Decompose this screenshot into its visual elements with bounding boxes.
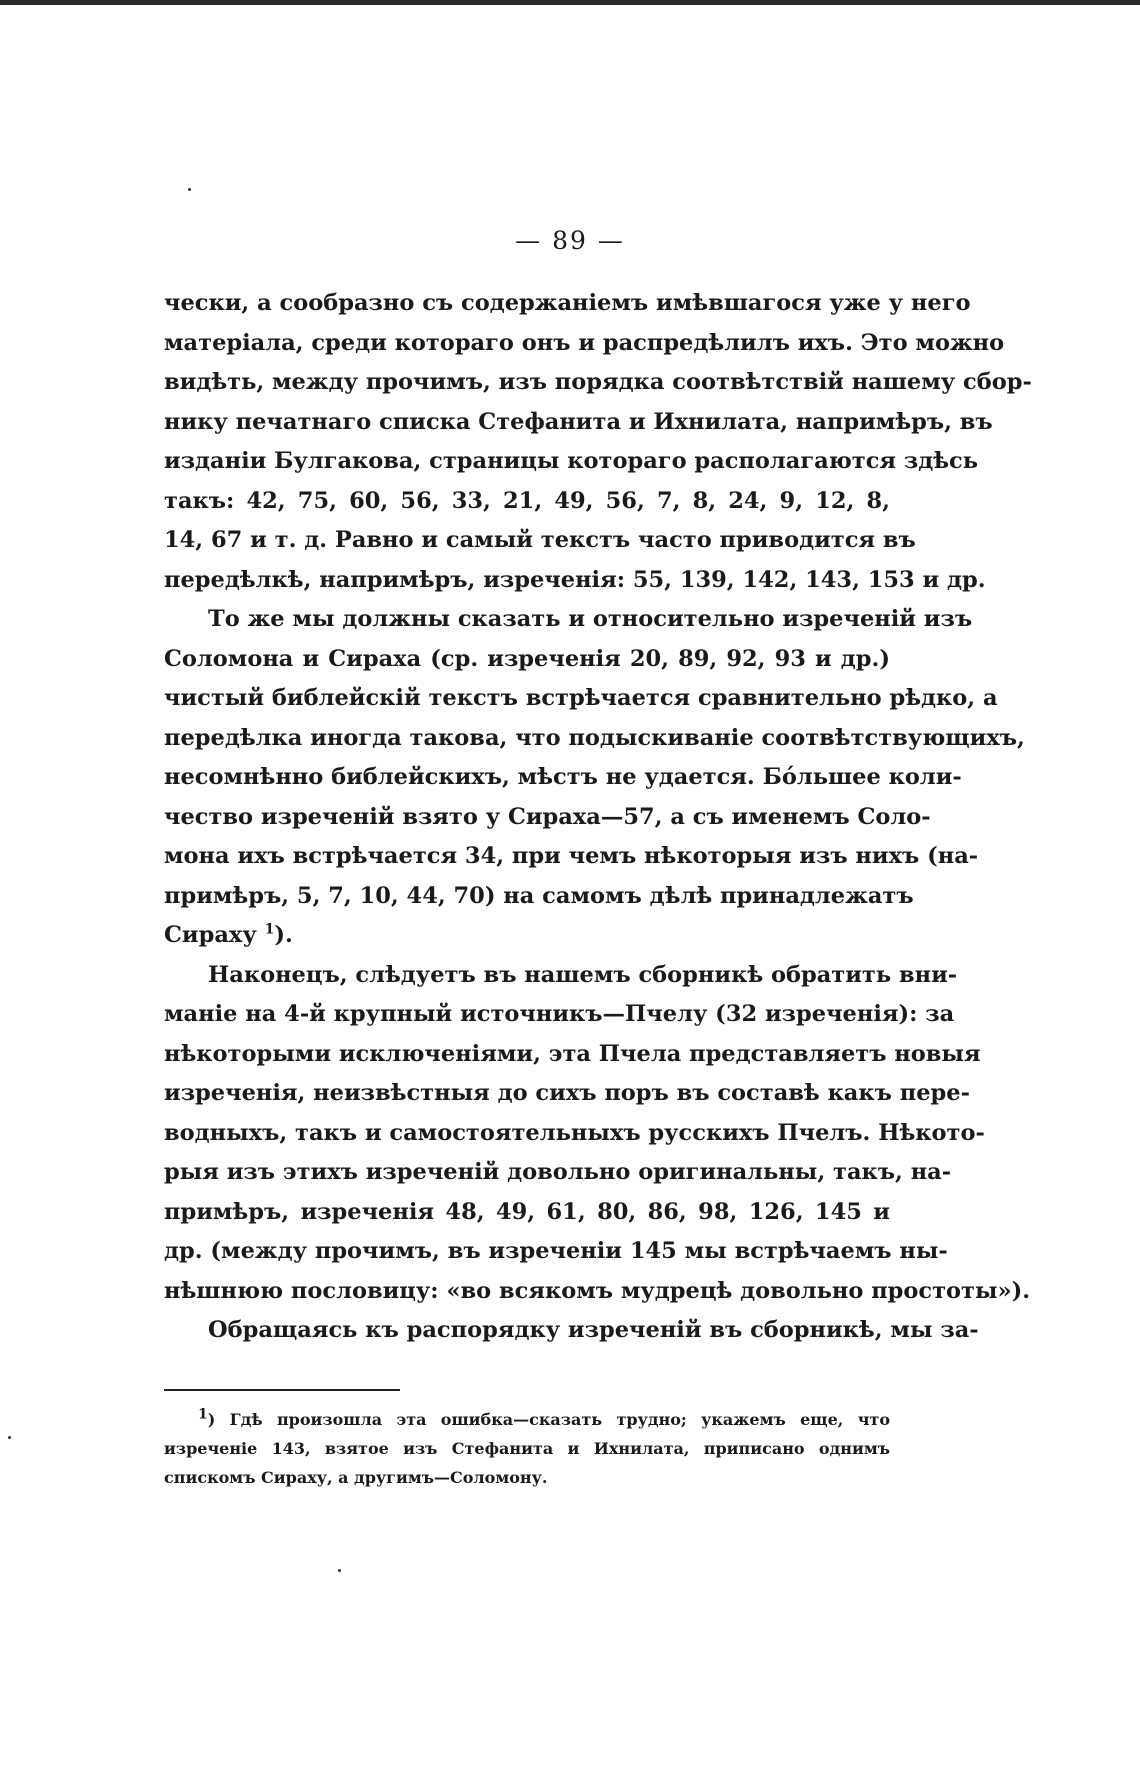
text-line: матеріала, среди котораго онъ и распредѣлилъ ихъ. Это можно — [164, 329, 1005, 356]
footnote-line: спискомъ Сираху, а другимъ—Соломону. — [164, 1468, 548, 1487]
text-line: изреченія, неизвѣстныя до сихъ поръ въ составѣ какъ пере- — [164, 1080, 970, 1106]
text-line: несомнѣнно библейскихъ, мѣстъ не удается. Бо́льшее коли- — [164, 764, 962, 790]
paragraph — [164, 1311, 979, 1351]
text-line: маніе на 4-й крупный источникъ—Пчелу (32 изреченія): за — [164, 1001, 955, 1027]
text-line: такъ: 42, 75, 60, 56, 33, 21, 49, 56, 7, 8, 24, 9, 12, 8, — [164, 487, 890, 514]
text-line: чески, а сообразно съ содержаніемъ имѣвшагося уже у него — [164, 290, 971, 316]
text-line: 14, 67 и т. д. Равно и самый текстъ часто приводится въ — [164, 527, 916, 553]
text-line: мона ихъ встрѣчается 34, при чемъ нѣкоторыя изъ нихъ (на- — [164, 843, 979, 869]
text-line: передѣлкѣ, напримѣръ, изреченія: 55, 139, 142, 143, 153 и др. — [164, 566, 986, 593]
page-number: — 89 — — [515, 226, 625, 255]
text-line: рыя изъ этихъ изреченій довольно оригинальны, такъ, на- — [164, 1159, 952, 1185]
footnote-reference[interactable]: 1 — [264, 921, 275, 938]
page-top-edge — [0, 0, 1140, 5]
text-fragment: Сираху — [164, 922, 265, 948]
text-line: чество изреченій взято у Сираха—57, а съ именемъ Соло- — [164, 803, 931, 830]
footnote-line: изреченіе 143, взятое изъ Стефанита и Ихнилата, приписано однимъ — [164, 1439, 890, 1458]
text-line: изданіи Булгакова, страницы котораго располагаются здѣсь — [164, 448, 979, 474]
text-line: нѣшнюю пословицу: «во всякомъ мудрецѣ довольно простоты»). — [164, 1277, 1031, 1304]
footnote-mark: 1 — [198, 1406, 208, 1423]
text-line: чистый библейскій текстъ встрѣчается сравнительно рѣдко, а — [164, 685, 998, 711]
text-line: примѣръ, изреченія 48, 49, 61, 80, 86, 98, 126, 145 и — [164, 1198, 890, 1225]
footnote-line — [164, 1405, 890, 1434]
text-line: Соломона и Сираха (ср. изреченія 20, 89, 92, 93 и др.) — [164, 645, 890, 672]
speck-mark — [188, 188, 191, 191]
speck-mark — [8, 1436, 11, 1439]
footnote-text: ) Гдѣ произошла эта ошибка—сказать трудно; укажемъ еще, что — [207, 1410, 890, 1429]
text-line-with-footnote — [164, 916, 890, 956]
text-line: водныхъ, такъ и самостоятельныхъ русскихъ Пчелъ. Нѣкото- — [164, 1119, 985, 1146]
footnote-divider — [164, 1389, 400, 1391]
paragraph — [164, 956, 1031, 1312]
text-line: примѣръ, 5, 7, 10, 44, 70) на самомъ дѣлѣ принадлежатъ — [164, 882, 914, 909]
body-text — [164, 284, 1032, 1351]
speck-mark — [338, 1569, 341, 1572]
paragraph — [164, 284, 1032, 600]
text-line: Обращаясь къ распорядку изреченій въ сборникѣ, мы за- — [208, 1317, 979, 1343]
text-fragment: ). — [274, 922, 293, 948]
text-line: нѣкоторыми исключеніями, эта Пчела представляетъ новыя — [164, 1040, 981, 1067]
text-line: передѣлка иногда такова, что подыскиваніе соотвѣтствующихъ, — [164, 724, 1025, 751]
text-line: Наконецъ, слѣдуетъ въ нашемъ сборникѣ обратить вни- — [208, 961, 958, 988]
footnote — [164, 1405, 890, 1492]
text-line: нику печатнаго списка Стефанита и Ихнилата, напримѣръ, въ — [164, 408, 993, 435]
text-line: др. (между прочимъ, въ изреченіи 145 мы встрѣчаемъ ны- — [164, 1238, 948, 1264]
paragraph — [164, 600, 1025, 956]
text-line: видѣть, между прочимъ, изъ порядка соотвѣтствій нашему сбор- — [164, 369, 1032, 395]
text-line: То же мы должны сказать и относительно изреченій изъ — [208, 606, 973, 632]
